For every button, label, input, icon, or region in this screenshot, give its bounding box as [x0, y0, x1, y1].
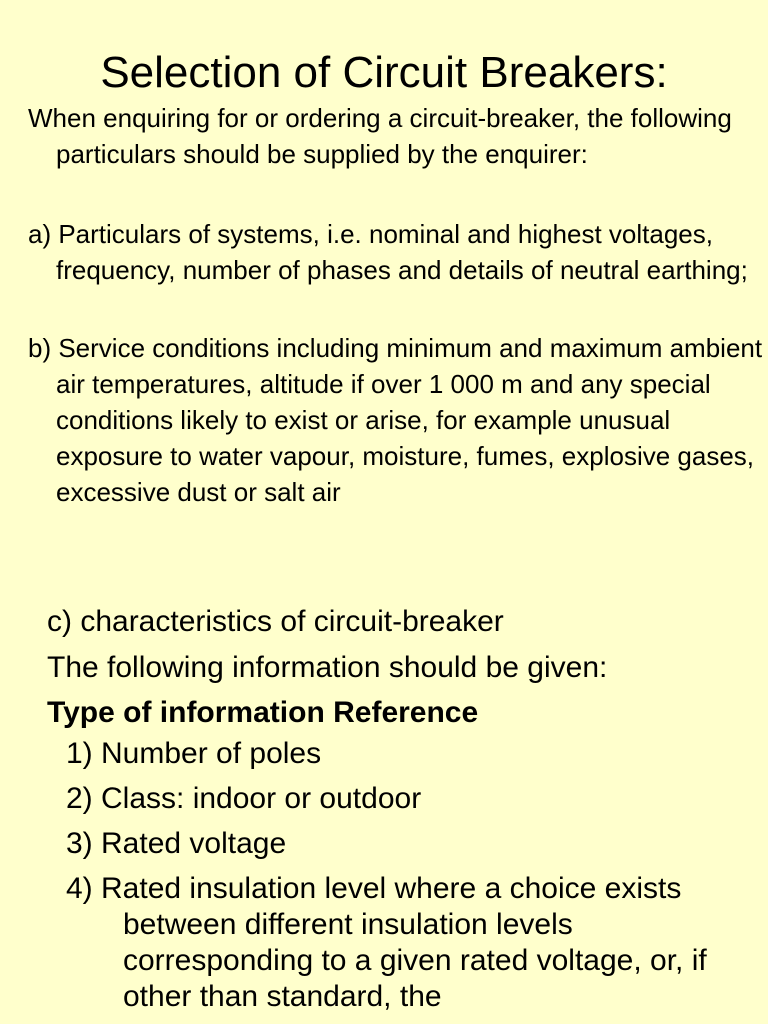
list-item: 2) Class: indoor or outdoor: [66, 782, 422, 815]
information-list: [66, 736, 716, 1024]
list-item: 1) Number of poles: [66, 737, 322, 770]
item-a-paragraph: a) Particulars of systems, i.e. nominal and highest voltages, frequency, number of phases and details of neutral earthing;: [28, 219, 748, 285]
following-info-line: The following information should be given:: [47, 651, 608, 684]
slide-title: Selection of Circuit Breakers:: [100, 48, 668, 97]
list-item: 3) Rated voltage: [66, 827, 287, 860]
characteristics-heading: c) characteristics of circuit-breaker: [47, 605, 504, 638]
intro-paragraph: When enquiring for or ordering a circuit-breaker, the following particulars should be supplied by the enquirer:: [28, 103, 732, 169]
item-b-paragraph: b) Service conditions including minimum and maximum ambient air temperatures, altitude if over 1 000 m and any special conditions likely to exist or arise, for example unusual exposure to water vapour, moisture, fumes, explosive gases, excessive dust or salt air: [28, 333, 763, 507]
type-of-information-header: Type of information Reference: [47, 696, 479, 729]
list-item: 4) Rated insulation level where a choice exists between different insulation levels corresponding to a given rated voltage, or, if other than standard, the: [66, 872, 707, 1013]
slide-2: [0, 560, 768, 1024]
